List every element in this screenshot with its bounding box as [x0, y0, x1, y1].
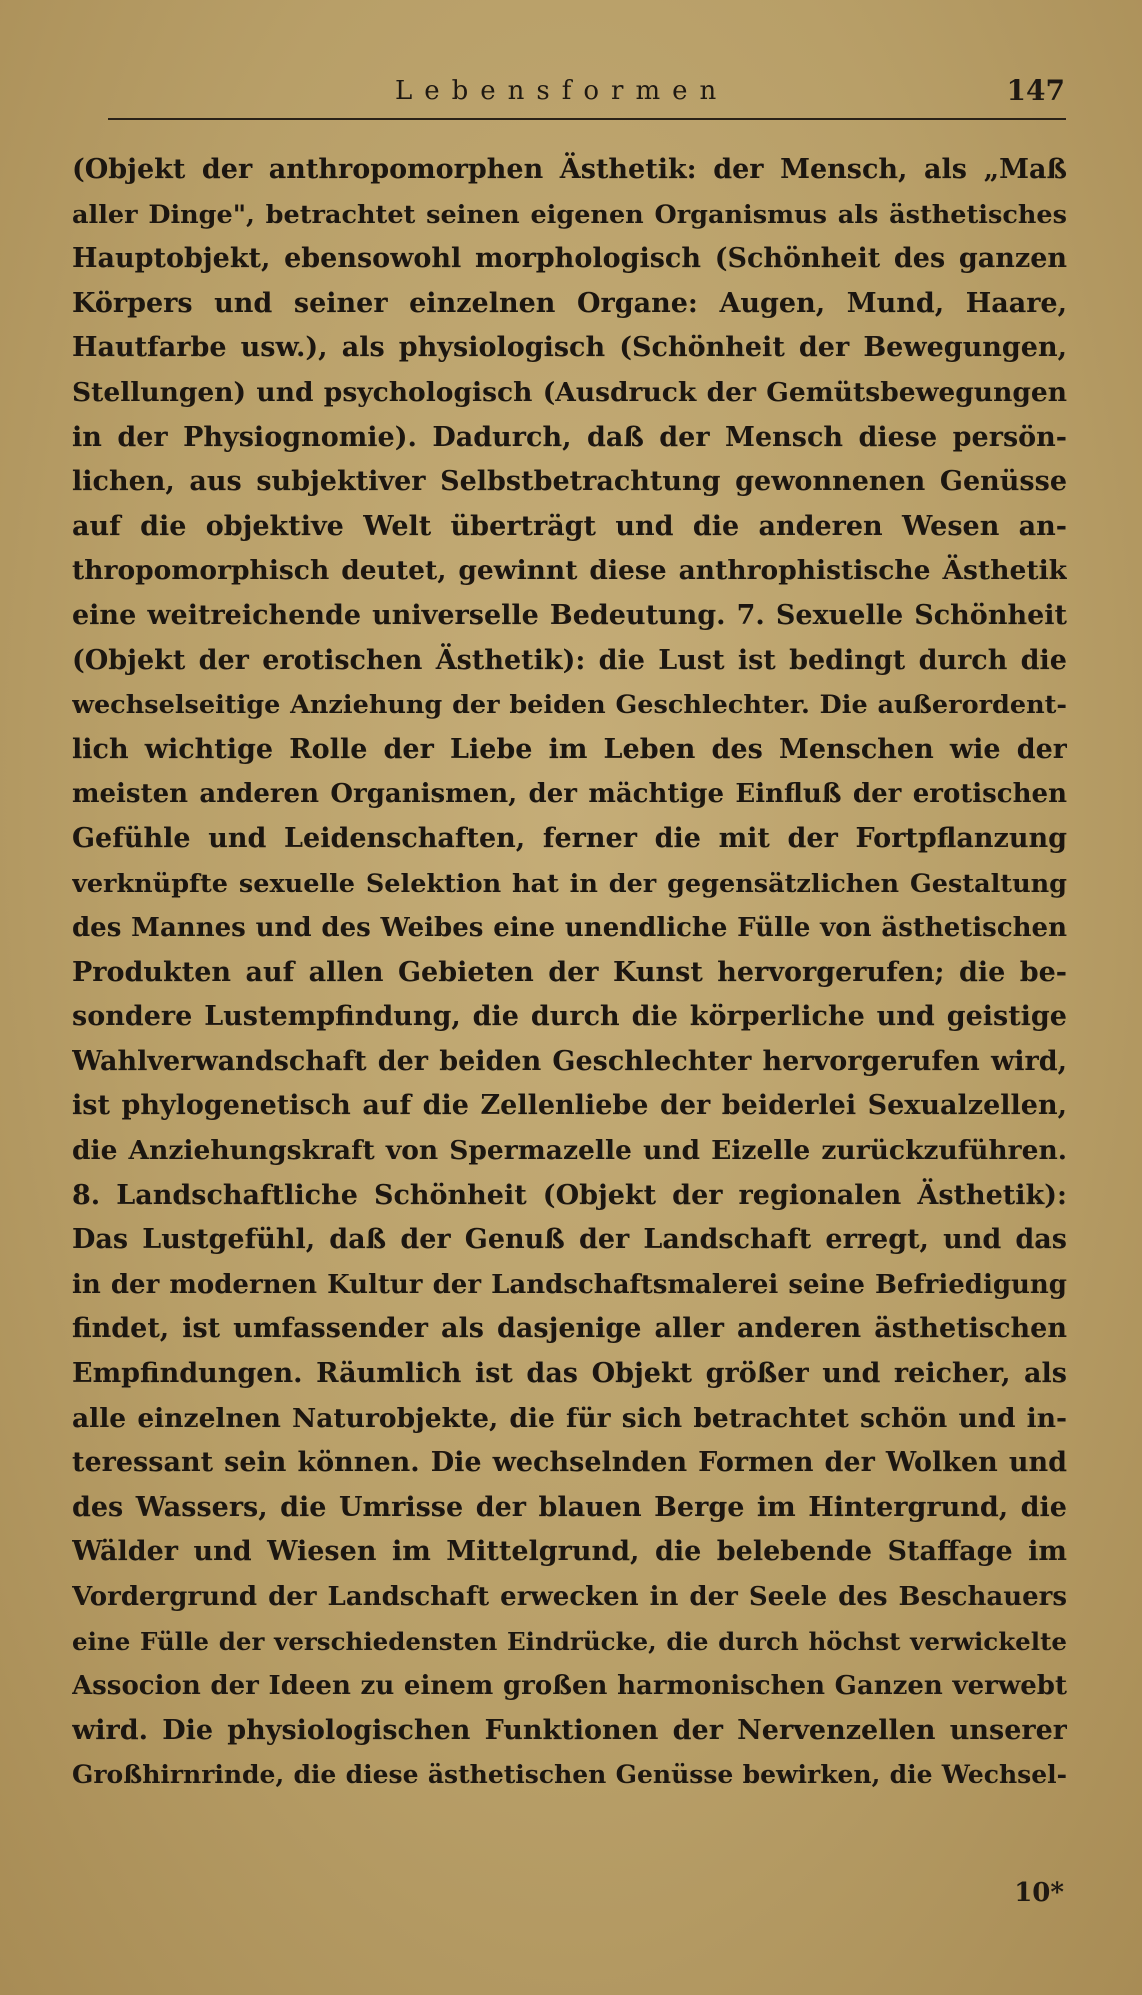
text-line: (Objekt der erotischen Ästhetik): die Lust ist bedingt durch die — [72, 644, 1067, 676]
text-line: wechselseitige Anziehung der beiden Geschlechter. Die außerordent- — [72, 690, 1067, 721]
text-line: verknüpfte sexuelle Selektion hat in der gegensätzlichen Gestaltung — [72, 868, 1067, 899]
text-line: lichen, aus subjektiver Selbstbetrachtung gewonnenen Genüsse — [72, 466, 1067, 498]
text-line: thropomorphisch deutet, gewinnt diese anthrophistische Ästhetik — [72, 555, 1067, 587]
text-line: lich wichtige Rolle der Liebe im Leben des Menschen wie der — [72, 733, 1067, 765]
page-header — [110, 74, 1065, 116]
text-line: Vordergrund der Landschaft erwecken in der Seele des Beschauers — [72, 1582, 1067, 1612]
text-line: Das Lustgefühl, daß der Genuß der Landschaft erregt, und das — [72, 1224, 1067, 1256]
text-line: sondere Lustempfindung, die durch die körperliche und geistige — [72, 1001, 1067, 1033]
text-line: Stellungen) und psychologisch (Ausdruck der Gemütsbewegungen — [72, 376, 1067, 408]
page-number: 147 — [1006, 74, 1065, 107]
text-line: ist phylogenetisch auf die Zellenliebe der beiderlei Sexualzellen, — [72, 1090, 1067, 1122]
text-line: Wahlverwandschaft der beiden Geschlechter hervorgerufen wird, — [72, 1045, 1067, 1077]
text-line: alle einzelnen Naturobjekte, die für sich betrachtet schön und in- — [72, 1402, 1067, 1434]
text-line: wird. Die physiologischen Funktionen der Nervenzellen unserer — [72, 1714, 1067, 1746]
text-line: in der modernen Kultur der Landschaftsmalerei seine Befriedigung — [72, 1269, 1067, 1300]
text-line: Wälder und Wiesen im Mittelgrund, die belebende Staffage im — [72, 1536, 1067, 1568]
text-line: des Mannes und des Weibes eine unendliche Fülle von ästhetischen — [72, 913, 1067, 944]
text-line: Körpers und seiner einzelnen Organe: Augen, Mund, Haare, — [72, 287, 1067, 319]
signature-mark: 10* — [1014, 1878, 1064, 1908]
text-line: meisten anderen Organismen, der mächtige Einfluß der erotischen — [72, 779, 1067, 810]
text-line: (Objekt der anthropomorphen Ästhetik: der Mensch, als „Maß — [72, 154, 1067, 185]
header-rule — [108, 118, 1066, 120]
text-line: Gefühle und Leidenschaften, ferner die mit der Fortpflanzung — [72, 822, 1067, 854]
text-line: Empfindungen. Räumlich ist das Objekt größer und reicher, als — [72, 1358, 1067, 1390]
text-line: 8. Landschaftliche Schönheit (Objekt der regionalen Ästhetik): — [72, 1179, 1067, 1211]
text-line: aller Dinge", betrachtet seinen eigenen Organismus als ästhetisches — [72, 199, 1067, 230]
text-line: Associon der Ideen zu einem großen harmonischen Ganzen verwebt — [72, 1671, 1067, 1702]
text-line: auf die objektive Welt überträgt und die anderen Wesen an- — [72, 510, 1067, 542]
body-text — [72, 148, 1067, 1798]
text-line: in der Physiognomie). Dadurch, daß der Mensch diese persön- — [72, 421, 1067, 453]
running-title: Lebensformen — [395, 76, 729, 106]
text-line: Hauptobjekt, ebensowohl morphologisch (Schönheit des ganzen — [72, 243, 1067, 275]
text-line: eine Fülle der verschiedensten Eindrücke, die durch höchst verwickelte — [72, 1626, 1067, 1656]
text-line: eine weitreichende universelle Bedeutung. 7. Sexuelle Schönheit — [72, 599, 1067, 631]
text-line: teressant sein können. Die wechselnden Formen der Wolken und — [72, 1447, 1067, 1479]
text-line: des Wassers, die Umrisse der blauen Berge im Hintergrund, die — [72, 1491, 1067, 1523]
text-line: Produkten auf allen Gebieten der Kunst hervorgerufen; die be- — [72, 956, 1067, 988]
text-line: findet, ist umfassender als dasjenige aller anderen ästhetischen — [72, 1313, 1067, 1345]
text-line: die Anziehungskraft von Spermazelle und Eizelle zurückzuführen. — [72, 1135, 1067, 1167]
text-line: Hautfarbe usw.), als physiologisch (Schönheit der Bewegungen, — [72, 332, 1067, 364]
text-line: Großhirnrinde, die diese ästhetischen Genüsse bewirken, die Wechsel- — [72, 1760, 1067, 1790]
